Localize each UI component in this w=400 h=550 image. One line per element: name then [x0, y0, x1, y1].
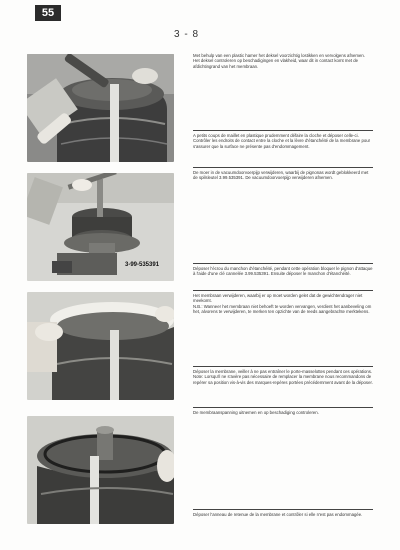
step-3-text-nl [193, 293, 373, 315]
step-4-text-nl [193, 410, 373, 415]
step-2-paragraph-nl: De moer in de vacuumdoorvoerpijp verwijderen, waarbij de pignonas wordt geblokkeerd met de spilsleutel 3.99.535391. De vacuumdoorvoerpijp verwijderen afnemen. [193, 170, 369, 181]
step-3-text-fr [193, 369, 373, 385]
step-1-paragraph-nl: Met behulp van een plastic hamer het deksel voorzichtig lostikken en vervolgens afnemen. Het deksel controleren op beschadigingen en vlakheid, waar dit in contact komt met de afdichtingrand van het membraan. [193, 53, 365, 69]
divider [193, 509, 373, 510]
step-3-paragraph-fr: Déposer la membrane, veiller à ne pas entraîner le porte-masselottes pendant ces opérations. Note: Lorsqu'il ne s'avère pas nécessaire de remplacer la membrane nous recommandons de repérer sa position vis-à-vis des marques-repères portées précédemment avant de la déposer. [193, 369, 373, 385]
tool-part-number: 3-99-535391 [125, 262, 160, 268]
photo-remove-membrane-image [27, 292, 174, 400]
photo-retaining-ring [27, 416, 174, 524]
step-4-paragraph-fr: Déposer l'anneau de retenue de la membrane et contrôler si elle n'est pas endommagée. [193, 512, 363, 517]
step-3-paragraph-nl: Het membraan verwijderen, waarbij er op moet worden gelet dat de gewichtendrager niet meekomt. N.B.: Wanneer het membraan niet behoeft te worden vervangen, verdient het aanbeveling om het, alvorens te verwijderen, te merken ten opzichte van de reeds aangebrachte merktekens. [193, 293, 372, 315]
step-4-text-fr [193, 512, 373, 517]
photo-remove-cover-image [27, 54, 174, 162]
step-2-text-fr [193, 266, 373, 277]
divider [193, 263, 373, 264]
divider [193, 407, 373, 408]
section-number: 3 - 8 [174, 29, 200, 40]
step-1-paragraph-fr: A petits coups de maillet en plastique prudemment défaire la cloche et déposer celle-ci. Contrôler les endroits de contact entre la cloche et la lèvre d'étanchéité de la membrane pour s'assurer que la surface ne présente pas d'endommagement. [193, 133, 371, 149]
photo-remove-membrane [27, 292, 174, 400]
step-1-text-nl [193, 53, 373, 69]
divider [193, 366, 373, 367]
photo-remove-cover [27, 54, 174, 162]
page-number: 55 [35, 5, 61, 21]
divider [193, 290, 373, 291]
step-2-paragraph-fr: Déposer l'écrou du manchon d'étanchéité, pendant cette opération bloquer le pignon d'attaque à l'aide d'une clé cannelée 3.99.535391. Ensuite déposer le manchon d'étanchéité. [193, 266, 373, 277]
step-4-paragraph-nl: De membraanspanning uitnemen en op beschadiging controleren. [193, 410, 319, 415]
step-2-text-nl [193, 170, 373, 181]
photo-retaining-ring-image [27, 416, 174, 524]
step-1-text-fr [193, 133, 373, 149]
divider [193, 167, 373, 168]
divider [193, 130, 373, 131]
